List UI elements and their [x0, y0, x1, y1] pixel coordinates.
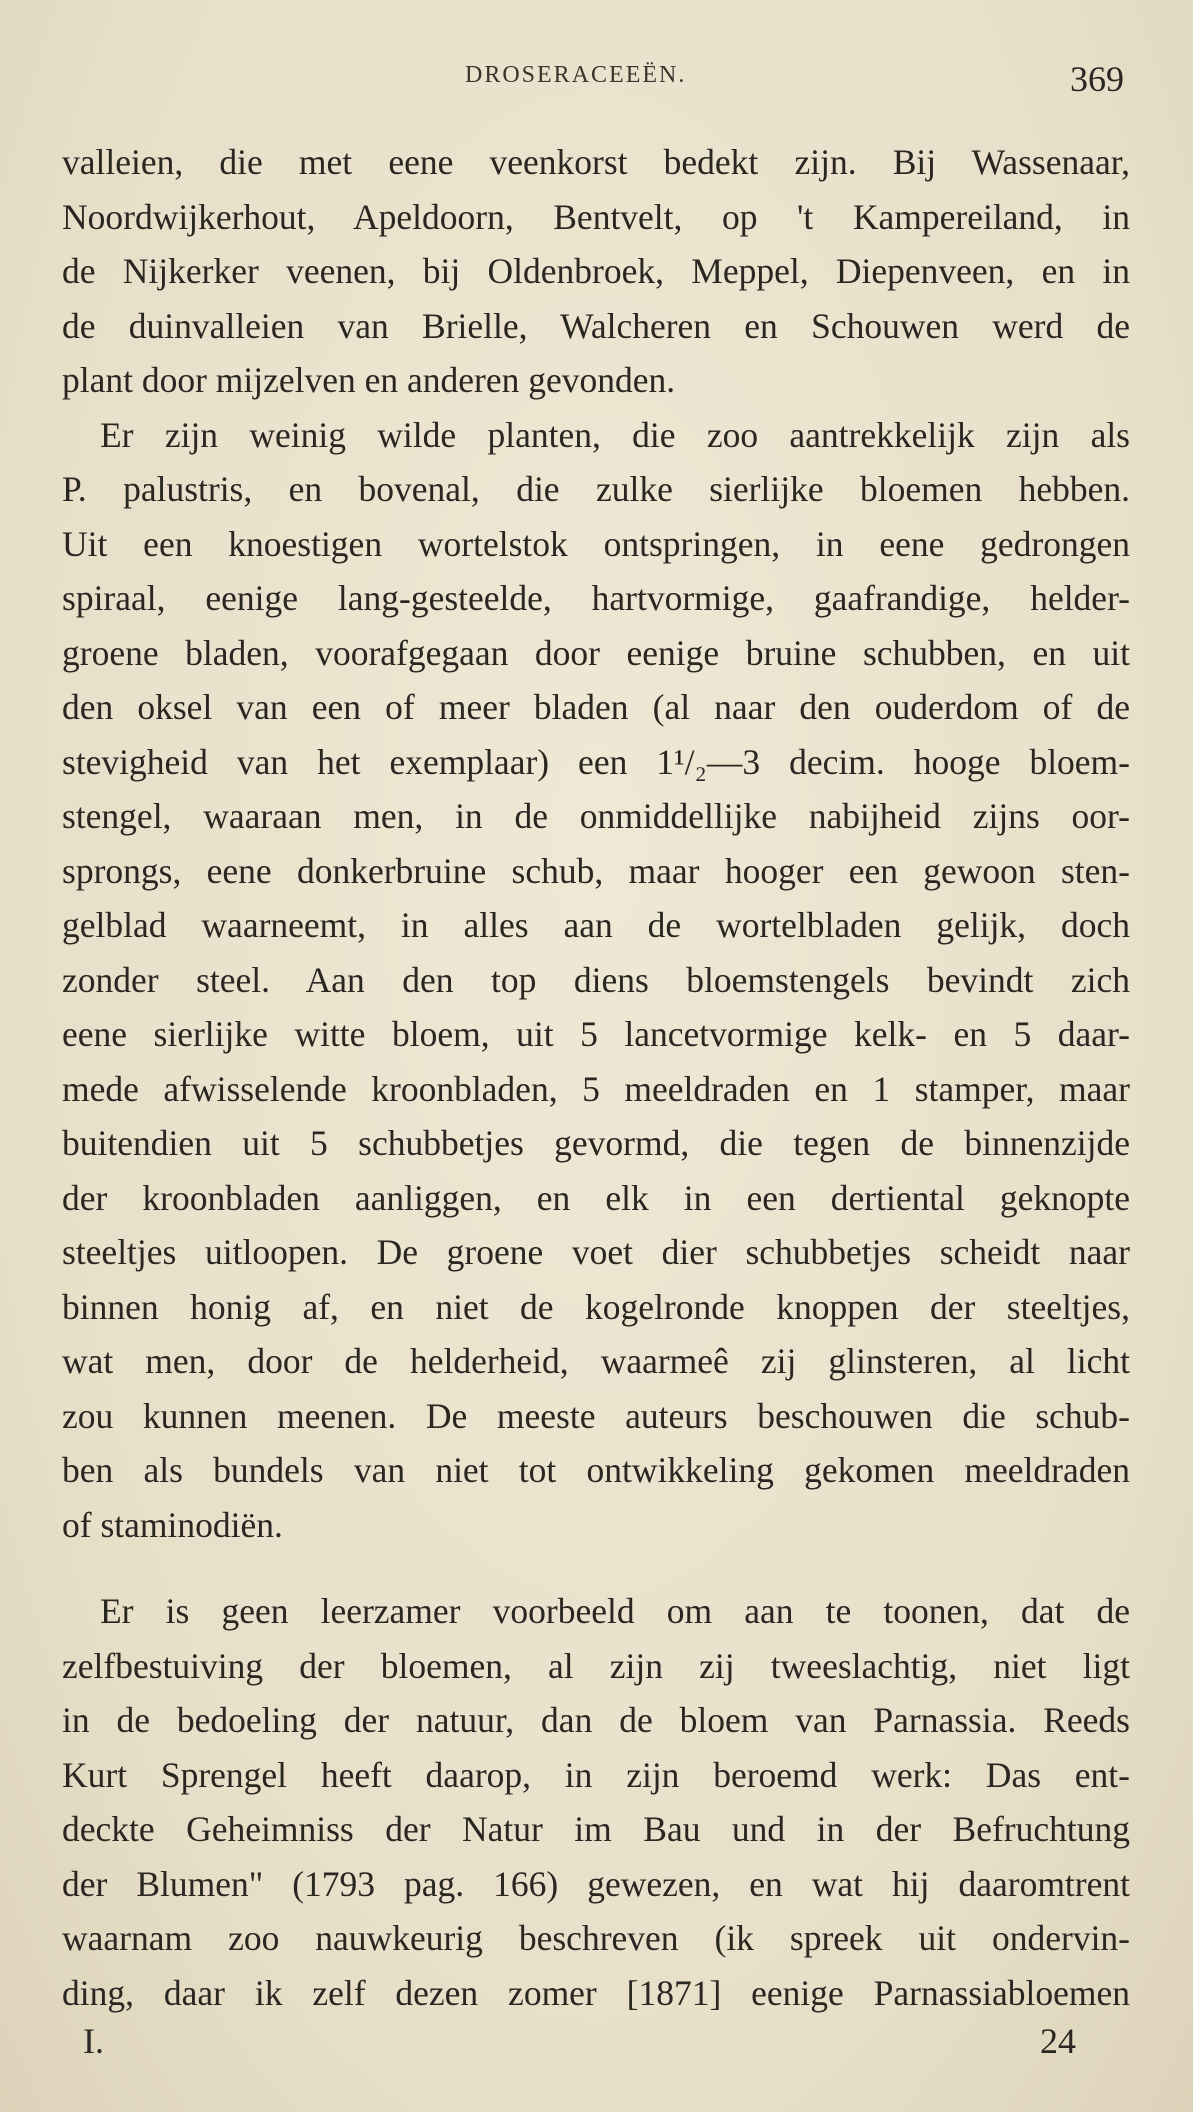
text-line: of staminodiën. — [62, 1504, 283, 1545]
text-line: der Blumen" (1793 pag. 166) gewezen, en wat hij daaromtrent — [62, 1863, 1130, 1904]
text-line: ben als bundels van niet tot ontwikkeling gekomen meeldraden — [62, 1450, 1130, 1490]
text-line: binnen honig af, en niet de kogelronde knoppen der steeltjes, — [62, 1286, 1130, 1327]
text-line: spiraal, eenige lang-gesteelde, hartvormige, gaafrandige, helder- — [62, 578, 1130, 618]
text-line: buitendien uit 5 schubbetjes gevormd, die tegen de binnenzijde — [62, 1123, 1130, 1163]
text-line: stengel, waaraan men, in de onmiddellijke nabijheid zijns oor- — [62, 796, 1130, 836]
text-line: Uit een knoestigen wortelstok ontspringen, in eene gedrongen — [62, 523, 1130, 564]
text-line: de Nijkerker veenen, bij Oldenbroek, Meppel, Diepenveen, en in — [62, 251, 1130, 291]
text-line: gelblad waarneemt, in alles aan de wortelbladen gelijk, doch — [62, 905, 1130, 945]
text-line: deckte Geheimniss der Natur im Bau und in der Befruchtung — [62, 1809, 1130, 1849]
text-line: Kurt Sprengel heeft daarop, in zijn beroemd werk: Das ent- — [62, 1754, 1130, 1795]
running-head — [0, 59, 1193, 102]
signature-mark-left: I. — [83, 2021, 104, 2061]
text-line: der kroonbladen aanliggen, en elk in een dertiental geknopte — [62, 1177, 1130, 1218]
text-line: in de bedoeling der natuur, dan de bloem van Parnassia. Reeds — [62, 1700, 1130, 1740]
text-line: steeltjes uitloopen. De groene voet dier schubbetjes scheidt naar — [62, 1232, 1130, 1272]
body-text — [62, 135, 1130, 2020]
text-line: mede afwisselende kroonbladen, 5 meeldraden en 1 stamper, maar — [62, 1068, 1130, 1109]
text-line: stevigheid van het exemplaar) een 1¹/₂—3 decim. hooge bloem- — [62, 741, 1130, 782]
text-line: Er is geen leerzamer voorbeeld om aan te toonen, dat de — [100, 1591, 1130, 1631]
text-line: den oksel van een of meer bladen (al naar den ouderdom of de — [62, 687, 1130, 727]
page-number: 369 — [1070, 59, 1124, 99]
running-title: DROSERACEEËN. — [465, 62, 687, 88]
text-line: zonder steel. Aan den top diens bloemstengels bevindt zich — [62, 959, 1130, 1000]
text-line: plant door mijzelven en anderen gevonden. — [62, 360, 676, 400]
signature-mark-right: 24 — [1040, 2021, 1076, 2061]
text-line: eene sierlijke witte bloem, uit 5 lancetvormige kelk- en 5 daar- — [62, 1014, 1130, 1054]
text-line: zou kunnen meenen. De meeste auteurs beschouwen die schub- — [62, 1395, 1130, 1436]
text-line: Er zijn weinig wilde planten, die zoo aantrekkelijk zijn als — [100, 414, 1130, 455]
text-line: Noordwijkerhout, Apeldoorn, Bentvelt, op 't Kampereiland, in — [62, 196, 1130, 237]
text-line: groene bladen, voorafgegaan door eenige bruine schubben, en uit — [62, 632, 1130, 673]
text-line: ding, daar ik zelf dezen zomer [1871] eenige Parnassiabloemen — [62, 1972, 1130, 2013]
text-line: zelfbestuiving der bloemen, al zijn zij tweeslachtig, niet ligt — [62, 1645, 1130, 1686]
page-footer — [0, 2020, 1193, 2070]
text-line: waarnam zoo nauwkeurig beschreven (ik spreek uit ondervin- — [62, 1918, 1130, 1958]
text-line: sprongs, eene donkerbruine schub, maar hooger een gewoon sten- — [62, 850, 1130, 891]
text-line: de duinvalleien van Brielle, Walcheren en Schouwen werd de — [62, 305, 1130, 346]
text-line: P. palustris, en bovenal, die zulke sierlijke bloemen hebben. — [62, 469, 1130, 509]
text-line: wat men, door de helderheid, waarmeê zij glinsteren, al licht — [62, 1341, 1130, 1381]
text-line: valleien, die met eene veenkorst bedekt zijn. Bij Wassenaar, — [62, 142, 1130, 182]
